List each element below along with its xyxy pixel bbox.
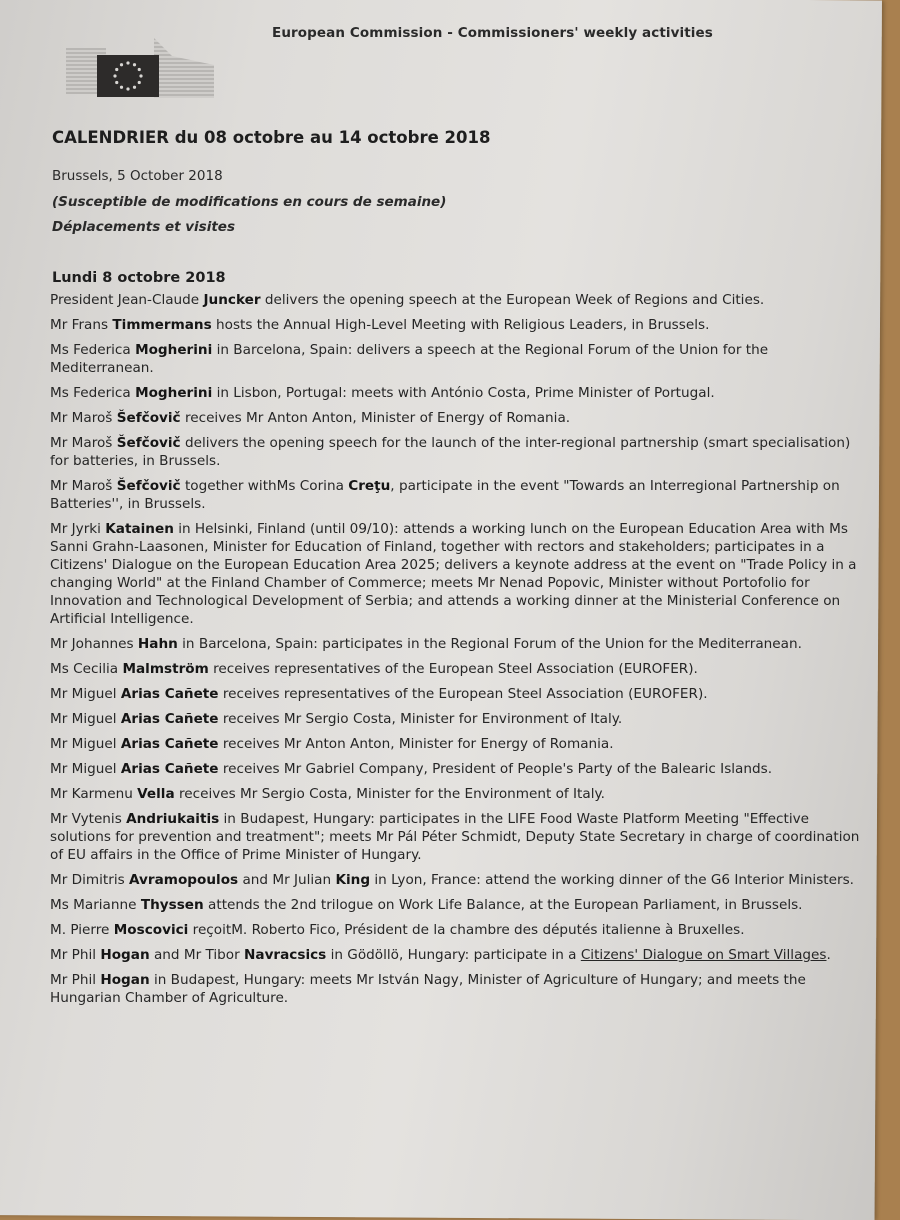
subject-to-change-note: (Susceptible de modifications en cours de semaine) [52, 194, 447, 210]
entry-description: in Barcelona, Spain: participates in the Regional Forum of the Union for the Mediterranean. [177, 636, 802, 652]
commissioner-name: Juncker [203, 292, 261, 308]
commissioner-name: Thyssen [140, 897, 204, 913]
entry-description: receives representatives of the European Steel Association (EUROFER). [208, 661, 698, 677]
activity-entry [50, 384, 880, 402]
activity-entry [50, 341, 880, 377]
commissioner-name: King [335, 872, 371, 888]
entry-prefix: Mr Miguel [50, 736, 121, 752]
event-link[interactable]: Citizens' Dialogue on Smart Villages [580, 947, 827, 963]
eu-star-icon [133, 63, 136, 66]
activity-entry [50, 635, 880, 653]
entry-description: delivers the opening speech at the European Week of Regions and Cities. [260, 292, 765, 308]
entry-prefix: Mr Phil [50, 947, 101, 963]
entry-description: in Lisbon, Portugal: meets with António Costa, Prime Minister of Portugal. [212, 385, 715, 401]
entry-prefix: Ms Federica [50, 385, 136, 401]
commissioner-name: Šefčovič [116, 435, 181, 451]
activity-entry [50, 477, 880, 513]
entry-description: hosts the Annual High-Level Meeting with Religious Leaders, in Brussels. [211, 317, 710, 333]
entry-description: receives Mr Anton Anton, Minister of Energy of Romania. [180, 410, 571, 426]
commissioner-name: Arias Cañete [120, 686, 219, 702]
entry-description: in Helsinki, Finland (until 09/10): attends a working lunch on the European Education Area with Ms Sanni Grahn-Laasonen, Minister for Education of Finland, together with rectors and stakeholders; participates in a Citizens' Dialogue on the European Education Area 2025; delivers a keynote address at the event on "Trade Policy in a changing World" at the Finland Chamber of Commerce; meets Mr Nenad Popovic, Minister without Portofolio for Innovation and Technological Development of Serbia; and attends a working dinner at the Ministerial Conference on Artificial Intelligence. [50, 521, 857, 627]
commissioner-name: Šefčovič [116, 410, 181, 426]
entry-prefix: Mr Maroš [50, 478, 117, 494]
eu-star-icon [133, 86, 136, 89]
berlaymont-building-right-icon [154, 38, 214, 98]
commissioner-name: Navracsics [244, 947, 327, 963]
commissioner-name: Mogherini [135, 342, 213, 358]
european-commission-logo [66, 38, 218, 104]
activity-entry [50, 434, 880, 470]
entry-prefix: Mr Jyrki [50, 521, 106, 537]
day-heading: Lundi 8 octobre 2018 [52, 270, 226, 286]
eu-star-icon [138, 81, 141, 84]
eu-star-icon [113, 74, 116, 77]
entry-prefix: Mr Vytenis [50, 811, 127, 827]
date-line: Brussels, 5 October 2018 [52, 168, 223, 184]
commissioner-name: Avramopoulos [129, 872, 239, 888]
activity-entry [50, 971, 880, 1007]
entry-prefix: Ms Cecilia [50, 661, 123, 677]
activity-entry [50, 921, 880, 939]
commissioner-name: Andriukaitis [126, 811, 220, 827]
entry-prefix: Mr Miguel [50, 711, 121, 727]
commissioner-name: Arias Cañete [120, 761, 219, 777]
commissioner-name: Šefčovič [116, 478, 181, 494]
activity-entry [50, 785, 880, 803]
entry-description: receives representatives of the European Steel Association (EUROFER). [218, 686, 708, 702]
activity-entry [50, 871, 880, 889]
activity-entry [50, 660, 880, 678]
commissioner-name: Hogan [100, 947, 150, 963]
commissioner-name: Malmström [122, 661, 209, 677]
eu-star-icon [115, 68, 118, 71]
commissioner-name: Timmermans [112, 317, 212, 333]
activity-entry [50, 810, 880, 864]
commissioner-name: Vella [137, 786, 175, 802]
commissioner-name: Mogherini [135, 385, 213, 401]
eu-star-icon [139, 74, 142, 77]
entry-description: receives Mr Anton Anton, Minister for Energy of Romania. [218, 736, 614, 752]
entry-prefix: Mr Miguel [50, 761, 121, 777]
entry-connector: and Mr Julian [238, 872, 336, 888]
entry-suffix: . [826, 947, 831, 963]
entry-prefix: Mr Johannes [50, 636, 138, 652]
eu-star-icon [138, 68, 141, 71]
commissioner-name: Arias Cañete [120, 736, 219, 752]
eu-star-icon [115, 81, 118, 84]
document-header: European Commission - Commissioners' weekly activities [272, 25, 713, 41]
entry-connector: and Mr Tibor [149, 947, 245, 963]
eu-star-icon [126, 61, 129, 64]
eu-flag-icon [97, 55, 159, 97]
commissioner-name: Moscovici [113, 922, 189, 938]
entry-prefix: Ms Marianne [50, 897, 141, 913]
entry-prefix: Mr Frans [50, 317, 113, 333]
entry-description: in Budapest, Hungary: meets Mr István Nagy, Minister of Agriculture of Hungary; and meets the Hungarian Chamber of Agriculture. [50, 972, 806, 1006]
entry-prefix: President Jean-Claude [50, 292, 204, 308]
entry-prefix: Mr Miguel [50, 686, 121, 702]
entry-prefix: Mr Dimitris [50, 872, 130, 888]
activity-entry [50, 520, 880, 628]
entry-description: attends the 2nd trilogue on Work Life Balance, at the European Parliament, in Brussels. [203, 897, 803, 913]
entry-prefix: Ms Federica [50, 342, 136, 358]
entry-description: in Barcelona, Spain: delivers a speech at the Regional Forum of the Union for the Mediterranean. [50, 342, 769, 376]
activity-list [50, 291, 880, 1014]
entry-prefix: M. Pierre [50, 922, 114, 938]
eu-star-icon [120, 63, 123, 66]
entry-description: reçoitM. Roberto Fico, Président de la chambre des députés italienne à Bruxelles. [188, 922, 745, 938]
section-heading: Déplacements et visites [52, 219, 235, 235]
entry-prefix: Mr Phil [50, 972, 101, 988]
page-title: CALENDRIER du 08 octobre au 14 octobre 2018 [52, 128, 491, 147]
activity-entry [50, 409, 880, 427]
activity-entry [50, 710, 880, 728]
eu-star-icon [126, 87, 129, 90]
activity-entry [50, 760, 880, 778]
activity-entry [50, 896, 880, 914]
activity-entry [50, 316, 880, 334]
entry-description: delivers the opening speech for the launch of the inter-regional partnership (smart specialisation) for batteries, in Brussels. [50, 435, 851, 469]
entry-prefix: Mr Maroš [50, 435, 117, 451]
entry-description: receives Mr Sergio Costa, Minister for Environment of Italy. [218, 711, 623, 727]
activity-entry [50, 685, 880, 703]
entry-description: in Gödöllö, Hungary: participate in a [326, 947, 581, 963]
commissioner-name: Katainen [105, 521, 174, 537]
eu-star-icon [120, 86, 123, 89]
entry-description: receives Mr Gabriel Company, President of People's Party of the Balearic Islands. [218, 761, 773, 777]
activity-entry [50, 291, 880, 309]
entry-description: in Lyon, France: attend the working dinner of the G6 Interior Ministers. [370, 872, 854, 888]
entry-description: receives Mr Sergio Costa, Minister for the Environment of Italy. [174, 786, 605, 802]
commissioner-name: Creţu [348, 478, 391, 494]
commissioner-name: Hogan [100, 972, 150, 988]
commissioner-name: Hahn [137, 636, 178, 652]
entry-prefix: Mr Karmenu [50, 786, 138, 802]
entry-prefix: Mr Maroš [50, 410, 117, 426]
entry-connector: together withMs Corina [180, 478, 349, 494]
activity-entry [50, 735, 880, 753]
entry-description: , participate in the event "Towards an Interregional Partnership on Batteries'', in Brussels. [50, 478, 840, 512]
entry-description: in Budapest, Hungary: participates in the LIFE Food Waste Platform Meeting "Effective solutions for prevention and treatment"; meets Mr Pál Péter Schmidt, Deputy State Secretary in charge of coordination of EU affairs in the Office of Prime Minister of Hungary. [50, 811, 860, 863]
activity-entry [50, 946, 880, 964]
commissioner-name: Arias Cañete [120, 711, 219, 727]
